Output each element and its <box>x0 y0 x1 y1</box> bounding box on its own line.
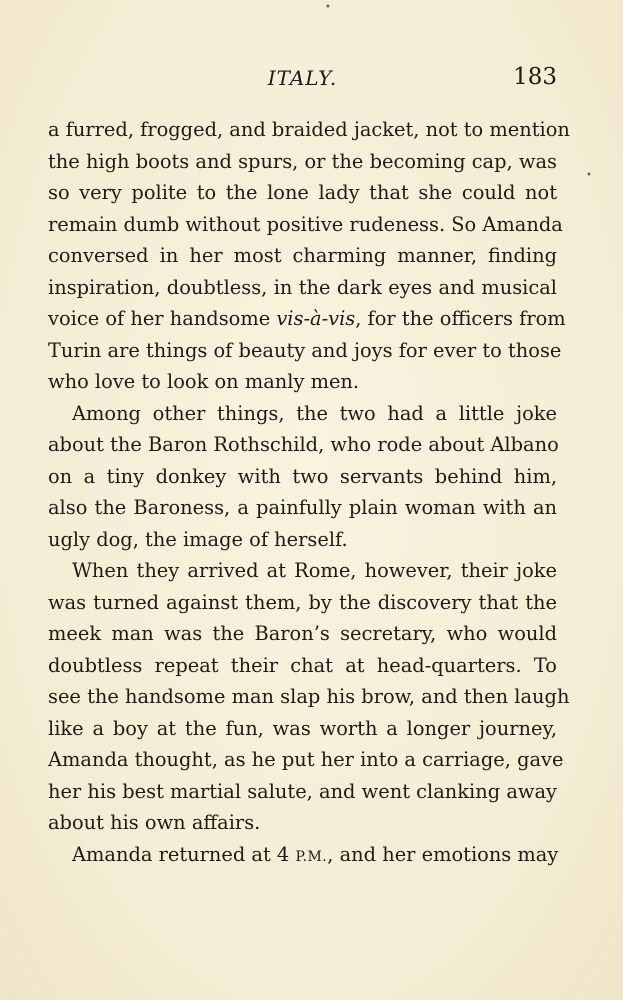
text-line: about the Baron Rothschild, who rode about Albano <box>48 433 559 456</box>
text-line: doubtless repeat their chat at head-quarters. To <box>48 653 557 677</box>
text-line: like a boy at the fun, was worth a longer journey, <box>48 716 557 740</box>
running-head: ITALY. <box>267 66 338 90</box>
text-line: also the Baroness, a painfully plain woman with an <box>48 496 557 519</box>
text-segment: , for the officers from <box>355 307 566 330</box>
text-line: who love to look on manly men. <box>48 370 360 393</box>
margin-speck: • <box>325 2 331 13</box>
page-number: 183 <box>513 64 557 90</box>
text-line <box>48 839 557 871</box>
italic-phrase: vis-à-vis <box>276 307 356 330</box>
text-segment: Amanda returned at 4 <box>72 842 296 866</box>
text-line: Amanda thought, as he put her into a carriage, gave <box>48 748 564 771</box>
body-text <box>48 114 570 870</box>
text-line: about his own affairs. <box>48 811 261 834</box>
text-line <box>48 303 566 335</box>
text-segment: voice of her handsome <box>48 307 277 330</box>
text-line: When they arrived at Rome, however, their joke <box>72 559 557 582</box>
text-line: was turned against them, by the discovery that the <box>48 590 557 614</box>
text-line: inspiration, doubtless, in the dark eyes and musical <box>48 275 557 299</box>
page-header <box>48 64 557 96</box>
text-line: conversed in her most charming manner, finding <box>48 244 557 267</box>
text-line: Among other things, the two had a little joke <box>72 401 557 425</box>
small-caps-abbreviation: P.M. <box>295 848 328 865</box>
text-line: the high boots and spurs, or the becoming cap, was <box>48 149 557 173</box>
text-line: on a tiny donkey with two servants behind him, <box>48 464 557 488</box>
text-line: so very polite to the lone lady that she could not <box>48 181 557 204</box>
text-line: her his best martial salute, and went clanking away <box>48 779 557 803</box>
text-segment: , and her emotions may <box>327 842 559 866</box>
text-line: meek man was the Baron’s secretary, who would <box>48 622 557 645</box>
text-line: a furred, frogged, and braided jacket, not to mention <box>48 118 570 141</box>
margin-speck: • <box>586 170 592 181</box>
text-line: Turin are things of beauty and joys for ever to those <box>48 338 562 362</box>
text-line: ugly dog, the image of herself. <box>48 527 348 551</box>
text-line: see the handsome man slap his brow, and then laugh <box>48 685 570 708</box>
text-line: remain dumb without positive rudeness. So Amanda <box>48 212 563 236</box>
